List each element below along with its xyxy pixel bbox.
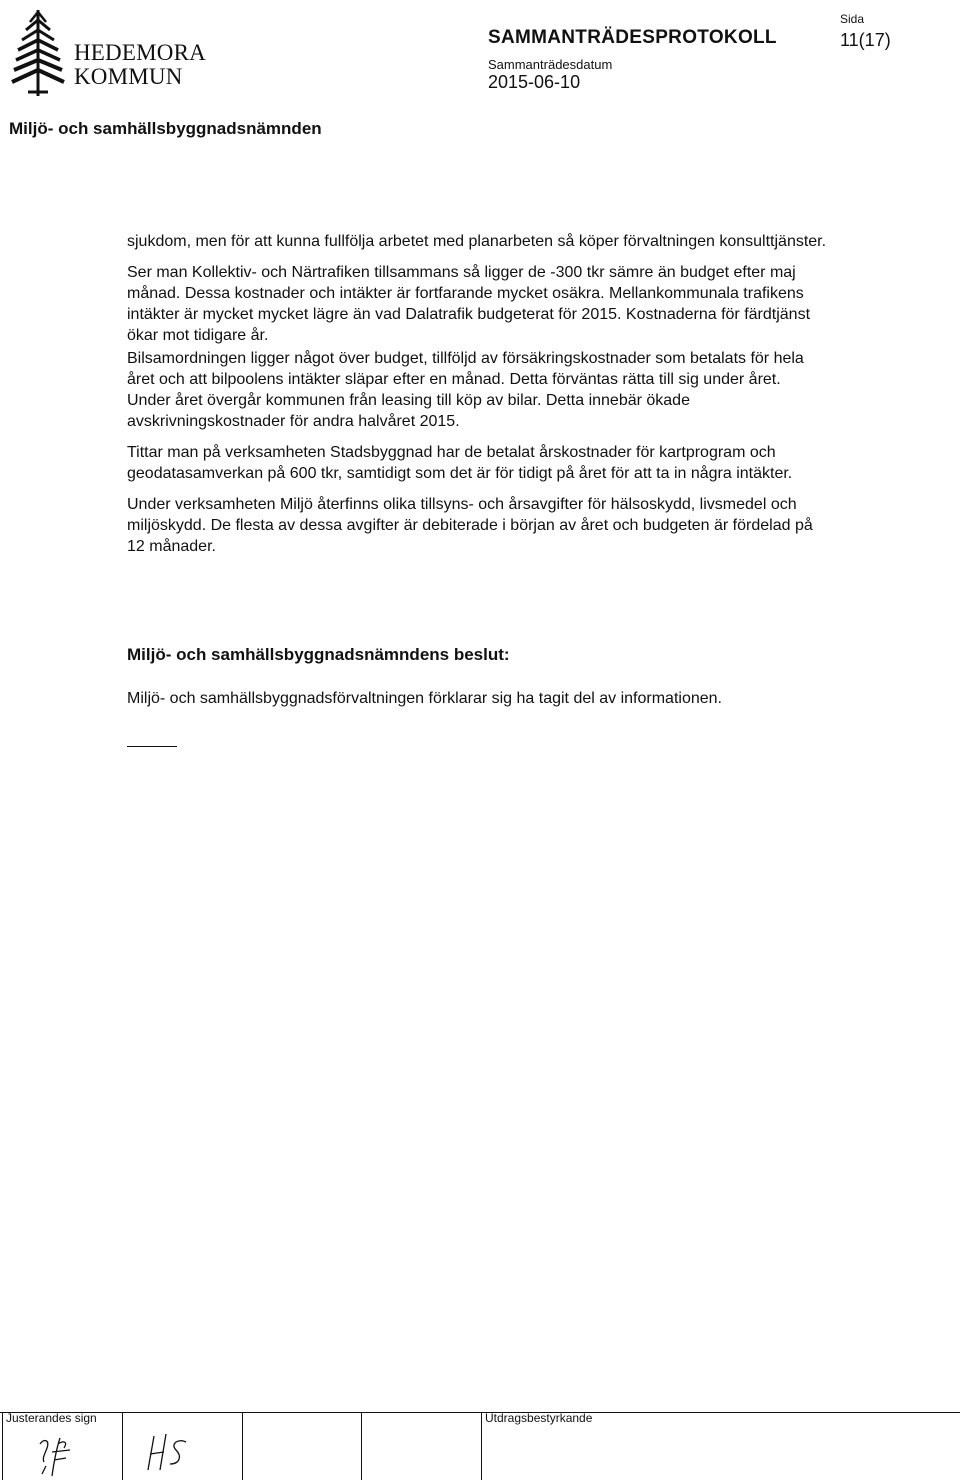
decision-text: Miljö- och samhällsbyggnadsförvaltningen förklarar sig ha tagit del av informationen.: [127, 690, 722, 707]
body-text: [127, 231, 827, 567]
page-label: Sida: [840, 12, 865, 26]
extract-label: Utdragsbestyrkande: [485, 1411, 593, 1425]
footer-separator: [481, 1412, 482, 1480]
tree-emblem-icon: [8, 6, 68, 98]
paragraph: sjukdom, men för att kunna fullfölja arbetet med planarbeten så köper förvaltningen konsulttjänster.: [127, 233, 827, 250]
logo-name-line2: KOMMUN: [74, 64, 183, 89]
signature-initials-1: [30, 1428, 100, 1480]
document-title: SAMMANTRÄDESPROTOKOLL: [488, 27, 777, 48]
meeting-date-label: Sammanträdesdatum: [488, 57, 613, 72]
committee-name: Miljö- och samhällsbyggnadsnämnden: [9, 119, 322, 138]
signature-footer: [0, 1408, 960, 1480]
decision-heading: Miljö- och samhällsbyggnadsnämndens beslut:: [127, 645, 510, 664]
end-divider: [127, 746, 177, 747]
footer-separator: [242, 1412, 243, 1480]
page-number: 11(17): [840, 30, 891, 50]
footer-separator: [122, 1412, 123, 1480]
footer-divider: [0, 1412, 960, 1413]
paragraph: Tittar man på verksamheten Stadsbyggnad har de betalat årskostnader för kartprogram och geodatasamverkan på 600 tkr, samtidigt som det är för tidigt på året för att ta in några intäkter.: [127, 444, 793, 482]
municipality-logo: [8, 6, 208, 98]
logo-name-line1: HEDEMORA: [74, 40, 206, 65]
paragraph: Bilsamordningen ligger något över budget, tillföljd av försäkringskostnader som betalats för hela året och att bilpoolens intäkter släpar efter en månad. Detta förväntas rätta till sig under året. Under året övergår kommunen från leasing till köp av bilar. Detta innebär ökade avskrivningskostnader för andra halvåret 2015.: [127, 350, 804, 430]
meeting-date: 2015-06-10: [488, 72, 581, 92]
paragraph: Ser man Kollektiv- och Närtrafiken tillsammans så ligger de -300 tkr sämre än budget efter maj månad. Dessa kostnader och intäkter är fortfarande mycket osäkra. Mellankommunala trafikens intäkter är mycket mycket lägre än vad Dalatrafik budgeterat för 2015. Kostnaderna för färdtjänst ökar mot tidigare år.: [127, 264, 811, 344]
sign-label: Justerandes sign: [6, 1411, 97, 1425]
signature-initials-2: [140, 1428, 210, 1476]
footer-separator: [2, 1412, 3, 1480]
paragraph: Under verksamheten Miljö återfinns olika tillsyns- och årsavgifter för hälsoskydd, livsmedel och miljöskydd. De flesta av dessa avgifter är debiterade i början av året och budgeten är fördelad på 12 månader.: [127, 496, 813, 555]
footer-separator: [361, 1412, 362, 1480]
